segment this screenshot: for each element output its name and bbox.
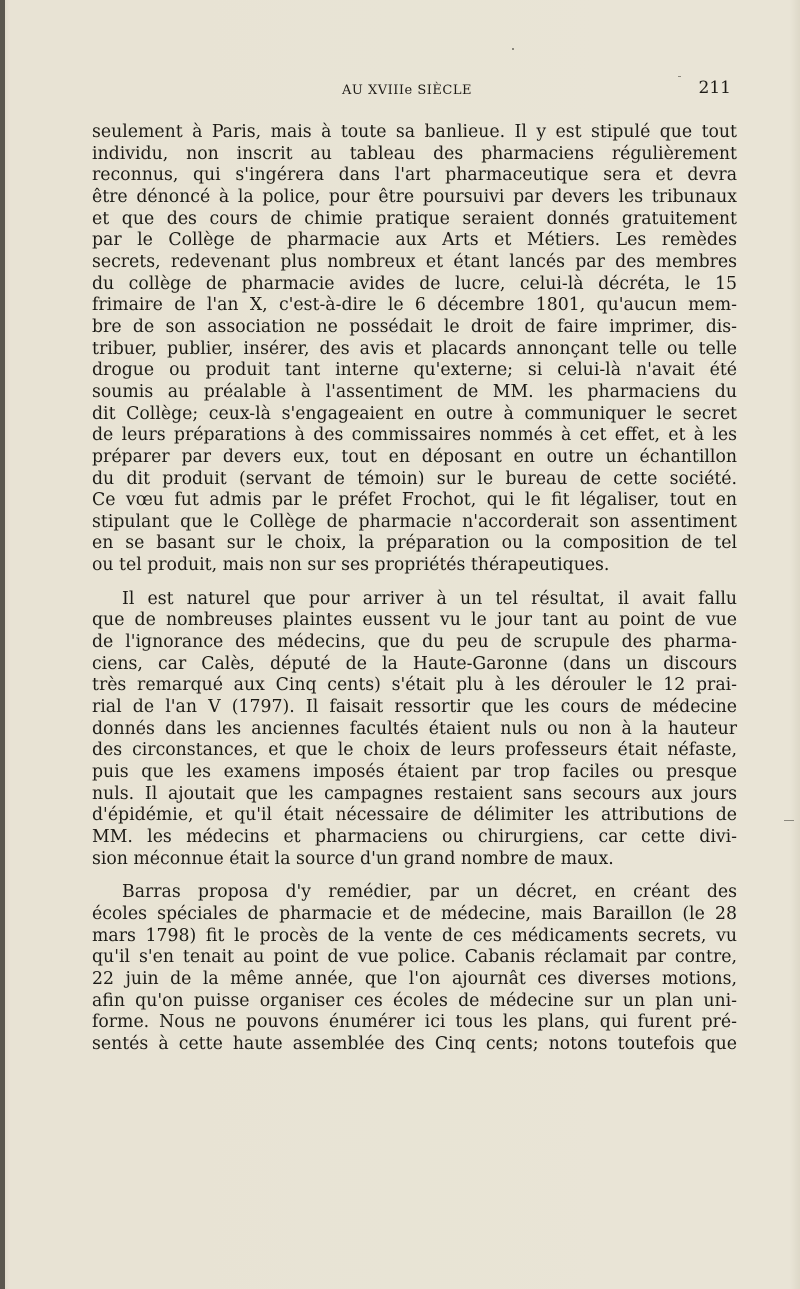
- text-line: mars 1798) fit le procès de la vente de ces médicaments secrets, vu: [92, 925, 737, 946]
- text-line: du dit produit (servant de témoin) sur le bureau de cette société.: [92, 468, 737, 489]
- text-line: Barras proposa d'y remédier, par un décret, en créant des: [122, 882, 737, 903]
- paragraph-1: [92, 122, 737, 577]
- page-edge-shadow: [0, 0, 5, 1289]
- ink-speck: [512, 48, 514, 50]
- text-line: seulement à Paris, mais à toute sa banlieue. Il y est stipulé que tout: [92, 122, 737, 142]
- text-line: préparer par devers eux, tout en déposant en outre un échantillon: [92, 446, 737, 467]
- text-line: soumis au préalable à l'assentiment de MM. les pharmaciens du: [92, 381, 737, 402]
- text-line: du collège de pharmacie avides de lucre, celui-là décréta, le 15: [92, 273, 737, 294]
- ink-speck: [678, 76, 681, 77]
- text-line: ou tel produit, mais non sur ses propriétés thérapeutiques.: [92, 555, 610, 576]
- text-line: ciens, car Calès, député de la Haute-Garonne (dans un discours: [92, 653, 737, 674]
- text-line: de l'ignorance des médecins, que du peu de scrupule des pharma-: [92, 632, 737, 653]
- body-text: [92, 122, 737, 1056]
- text-line: forme. Nous ne pouvons énumérer ici tous les plans, qui furent pré-: [92, 1012, 737, 1033]
- text-line: des circonstances, et que le choix de leurs professeurs était néfaste,: [92, 740, 737, 761]
- text-line: et que des cours de chimie pratique seraient donnés gratuitement: [92, 208, 737, 229]
- text-line: puis que les examens imposés étaient par trop faciles ou presque: [92, 762, 737, 783]
- text-line: Ce vœu fut admis par le préfet Frochot, qui le fit légaliser, tout en: [92, 490, 737, 511]
- text-line: reconnus, qui s'ingérera dans l'art pharmaceutique sera et devra: [92, 165, 737, 186]
- text-line: que de nombreuses plaintes eussent vu le jour tant au point de vue: [92, 610, 737, 631]
- page-header: [92, 78, 737, 102]
- text-line: être dénoncé à la police, pour être poursuivi par devers les tribunaux: [92, 186, 737, 207]
- text-line: bre de son association ne possédait le droit de faire imprimer, dis-: [92, 316, 737, 337]
- running-head: AU XVIIIe SIÈCLE: [342, 83, 472, 98]
- text-line: nuls. Il ajoutait que les campagnes restaient sans secours aux jours: [92, 783, 737, 804]
- text-line: rial de l'an V (1797). Il faisait ressortir que les cours de médecine: [92, 697, 737, 718]
- text-line: de leurs préparations à des commissaires nommés à cet effet, et à les: [92, 425, 737, 446]
- text-line: drogue ou produit tant interne qu'externe; si celui-là n'avait été: [92, 360, 737, 381]
- text-line: dit Collège; ceux-là s'engageaient en outre à communiquer le secret: [92, 403, 737, 424]
- text-line: secrets, redevenant plus nombreux et étant lancés par des membres: [92, 251, 737, 272]
- page-number: 211: [698, 78, 731, 98]
- text-line: individu, non inscrit au tableau des pharmaciens régulièrement: [92, 143, 737, 164]
- text-line: Il est naturel que pour arriver à un tel résultat, il avait fallu: [122, 588, 737, 609]
- text-line: sion méconnue était la source d'un grand nombre de maux.: [92, 848, 614, 869]
- ink-speck: [784, 820, 794, 821]
- text-line: donnés dans les anciennes facultés étaient nuls ou non à la hauteur: [92, 718, 737, 739]
- text-line: qu'il s'en tenait au point de vue police. Cabanis réclamait par contre,: [92, 947, 737, 968]
- text-line: en se basant sur le choix, la préparation ou la composition de tel: [92, 533, 737, 554]
- text-line: stipulant que le Collège de pharmacie n'accorderait son assentiment: [92, 511, 737, 532]
- text-line: frimaire de l'an X, c'est-à-dire le 6 décembre 1801, qu'aucun mem-: [92, 295, 737, 316]
- text-line: tribuer, publier, insérer, des avis et placards annonçant telle ou telle: [92, 338, 737, 359]
- text-line: sentés à cette haute assemblée des Cinq cents; notons toutefois que: [92, 1033, 737, 1054]
- text-line: par le Collège de pharmacie aux Arts et Métiers. Les remèdes: [92, 230, 737, 251]
- text-line: d'épidémie, et qu'il était nécessaire de délimiter les attributions de: [92, 805, 737, 826]
- text-line: très remarqué aux Cinq cents) s'était plu à les dérouler le 12 prai-: [92, 675, 737, 696]
- paragraph-3: [92, 882, 737, 1055]
- text-line: 22 juin de la même année, que l'on ajournât ces diverses motions,: [92, 968, 737, 989]
- text-line: écoles spéciales de pharmacie et de médecine, mais Baraillon (le 28: [92, 903, 737, 924]
- text-line: MM. les médecins et pharmaciens ou chirurgiens, car cette divi-: [92, 827, 737, 847]
- paragraph-2: [92, 589, 737, 871]
- text-line: afin qu'on puisse organiser ces écoles de médecine sur un plan uni-: [92, 990, 737, 1011]
